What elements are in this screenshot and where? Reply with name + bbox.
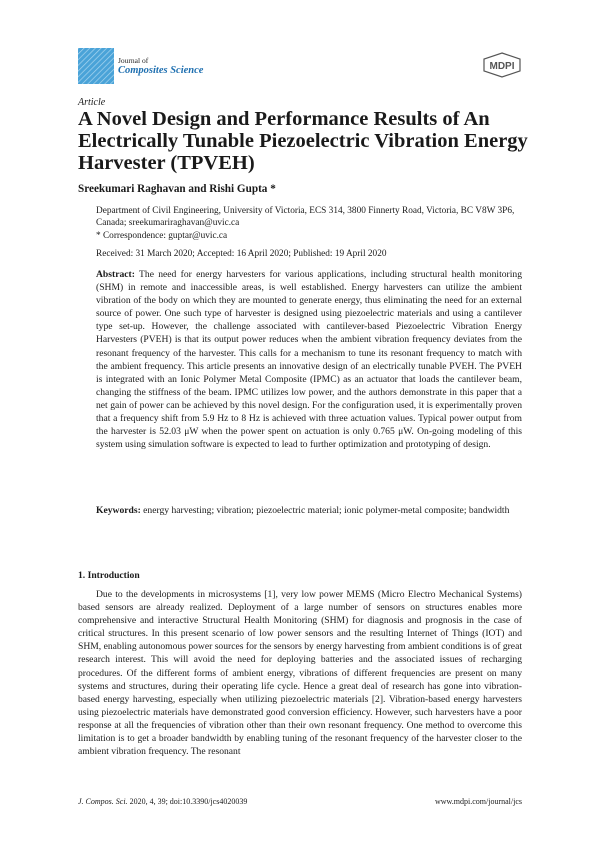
introduction-text: Due to the developments in microsystems [1], very low power MEMS (Micro Electro Mechanical Systems) based sensors are already realized. Deployment of a large number of sensors on structures enables more comprehensive and interactive Structural Health Monitoring (SHM) for diagnosis and prognosis in the case of critical structures. In this present scenario of low power sensors and the resulting Internet of Things (IOT) and SHM, enabling autonomous power sources for the sensors by energy harvesting from ambient conditions is of great research interest. This will avoid the need for deploying batteries and the associated issues of recharging procedures. Of the different forms of ambient energy, vibrations of different frequencies are present on many systems and structures, during their operating life cycle. Hence a great deal of research has gone into vibration-based energy harvesting, especially when utilizing piezoelectric materials [2]. Vibration-based energy harvesters using piezoelectric materials have demonstrated good conversion efficiency. However, such harvesters have a poor response at all the frequencies of vibration other than their own resonant frequency. One method to overcome this limitation is to get a broader bandwidth by enabling tuning of the resonant frequency of the harvester closer to the ambient vibration frequency. The resonant <box>78 589 522 758</box>
journal-of-label: Journal of <box>118 56 149 65</box>
abstract-label: Abstract: <box>96 269 135 280</box>
footer-url[interactable]: www.mdpi.com/journal/jcs <box>434 797 522 806</box>
keywords-text: energy harvesting; vibration; piezoelectric material; ionic polymer-metal composite; bandwidth <box>143 505 510 516</box>
section-heading: 1. Introduction <box>78 570 140 581</box>
correspondence: * Correspondence: guptar@uvic.ca <box>96 231 228 241</box>
article-type: Article <box>78 97 106 108</box>
affiliation-line-1: Department of Civil Engineering, University of Victoria, ECS 314, 3800 Finnerty Road, Victoria, BC V8W 3P6, <box>96 206 515 216</box>
journal-logo-icon <box>78 48 114 84</box>
footer-citation <box>78 797 247 806</box>
abstract-text: The need for energy harvesters for various applications, including structural health monitoring (SHM) in remote and inaccessible areas, is well established. Energy harvesters can utilize the ambient vibration of the body on which they are mounted to generate energy, thus eliminating the need for an external source of power. One such type of harvester is designed using piezoelectric materials and using a cantilever type set-up. However, the challenge associated with cantilever-based Piezoelectric Vibration Energy Harvesters (PVEH) is that its output power reduces when the ambient vibration frequency deviates from the resonant frequency of the harvester. This calls for a mechanism to tune its resonant frequency to match with the ambient frequency. This article presents an innovative design of an electrically tunable PVEH. The PVEH is integrated with an Ionic Polymer Metal Composite (IPMC) as an actuator that loads the cantilever beam, changing the stiffness of the beam. IPMC utilizes low power, and the authors demonstrate in this paper that a net gain of power can be achieved by this novel design. For the configuration used, it is experimentally proven that a frequency shift from 5.9 Hz to 8 Hz is achieved with three actuation values. Typical power output from the harvester is 52.03 μW when the power spent on actuation is only 0.765 μW. On-going modeling of this system using simulation software is expected to lead to further optimization and prototyping of design. <box>96 269 522 451</box>
keywords <box>96 504 522 517</box>
footer-journal-abbrev: J. Compos. Sci. <box>78 797 128 806</box>
mdpi-logo-text: MDPI <box>489 61 515 72</box>
abstract <box>96 268 522 451</box>
mdpi-logo-icon <box>482 52 522 78</box>
journal-name: Composites Science <box>118 65 204 76</box>
paper-title: A Novel Design and Performance Results of An Electrically Tunable Piezoelectric Vibration Energy Harvester (TPVEH) <box>78 108 528 174</box>
authors: Sreekumari Raghavan and Rishi Gupta * <box>78 183 276 195</box>
affiliation-line-2: Canada; sreekumariraghavan@uvic.ca <box>96 218 240 228</box>
publication-dates: Received: 31 March 2020; Accepted: 16 April 2020; Published: 19 April 2020 <box>96 249 387 259</box>
keywords-label: Keywords: <box>96 505 141 516</box>
footer-citation-text: 2020, 4, 39; doi:10.3390/jcs4020039 <box>129 797 248 806</box>
